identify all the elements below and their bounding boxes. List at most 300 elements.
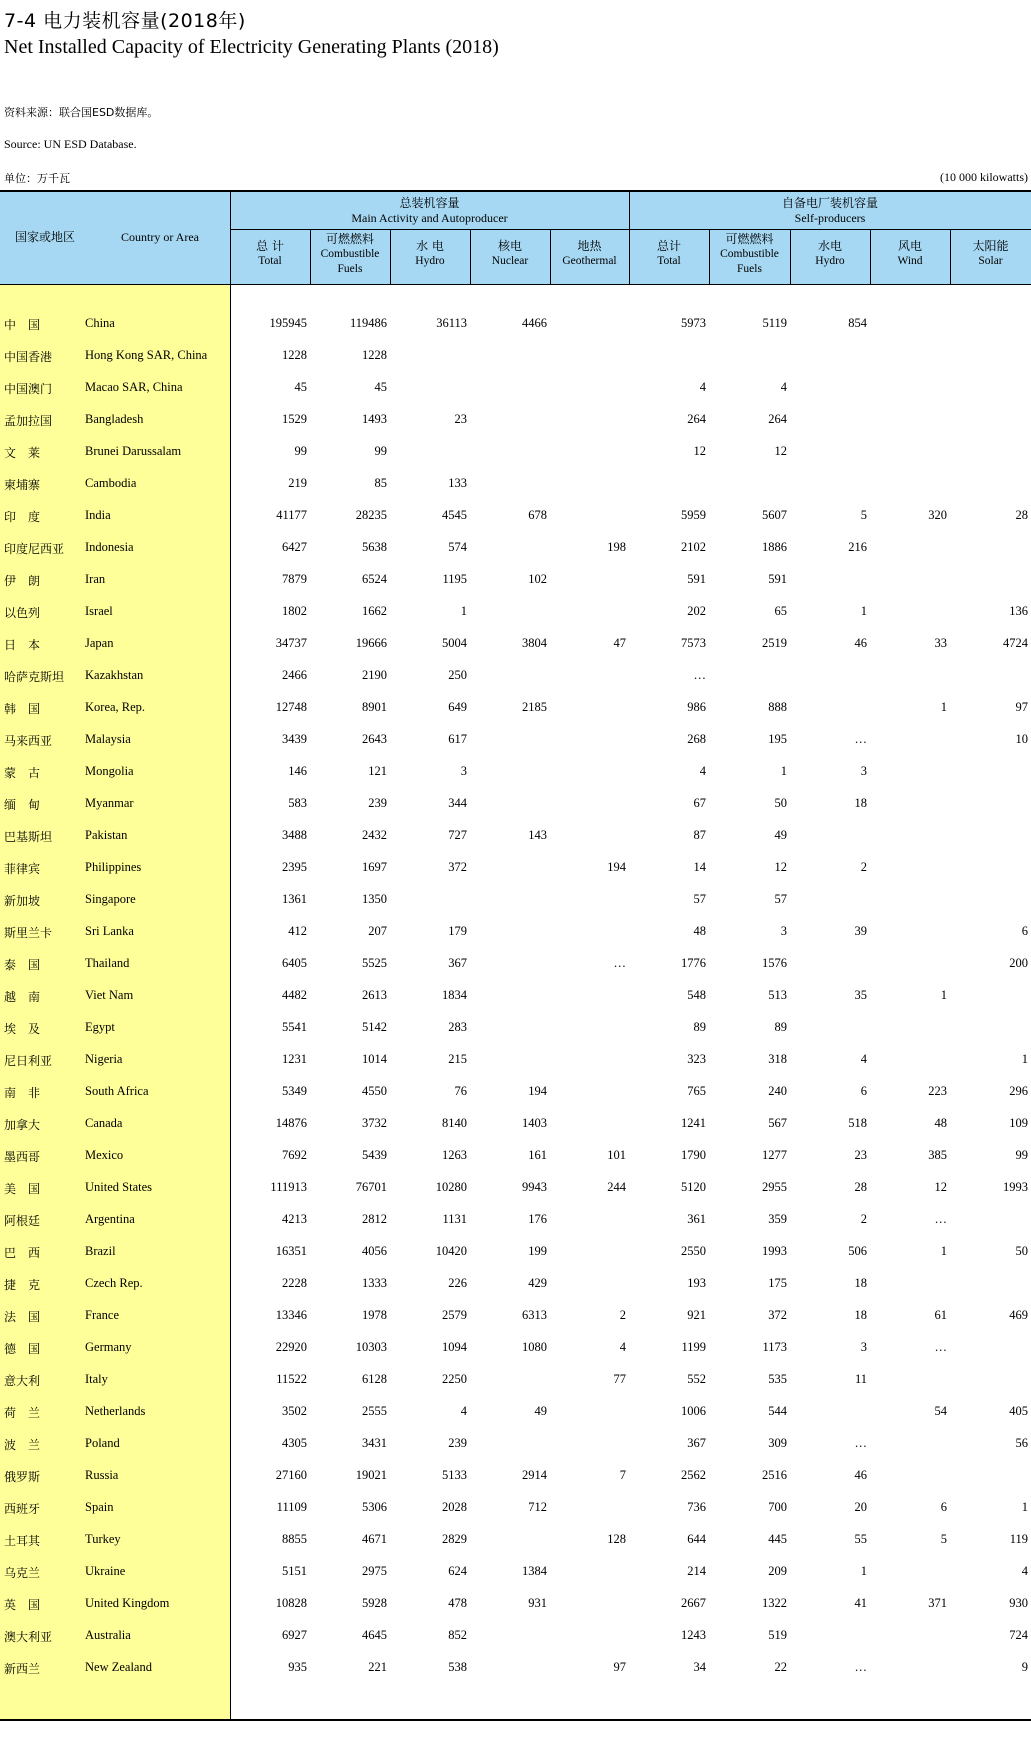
row-value: 4671 (362, 1532, 387, 1546)
row-value: 10828 (275, 1596, 307, 1610)
row-value: 39 (854, 924, 867, 938)
row-value: 161 (528, 1148, 547, 1162)
row-value: 45 (294, 380, 307, 394)
row-value: 921 (687, 1308, 706, 1322)
row-value: 429 (528, 1276, 547, 1290)
row-value: 5439 (362, 1148, 387, 1162)
row-value: 46 (854, 1468, 867, 1482)
row-value: 765 (687, 1084, 706, 1098)
row-value: 4213 (282, 1212, 307, 1226)
row-value: 56 (1015, 1436, 1028, 1450)
row-country-en: Germany (85, 1340, 132, 1354)
table-row (0, 380, 1031, 412)
row-country-cn: 埃 及 (4, 1022, 41, 1036)
row-value: 5349 (282, 1084, 307, 1098)
row-value: 76701 (355, 1180, 387, 1194)
row-country-cn: 中 国 (4, 318, 41, 332)
row-value: 33 (934, 636, 947, 650)
row-value: 143 (528, 828, 547, 842)
row-value: 1790 (681, 1148, 706, 1162)
table-row (0, 764, 1031, 796)
row-country-en: Philippines (85, 860, 142, 874)
row-country-en: Brazil (85, 1244, 116, 1258)
row-value: 48 (693, 924, 706, 938)
row-country-cn: 泰 国 (4, 958, 41, 972)
row-value: 1 (1021, 1052, 1028, 1066)
row-value: 1403 (522, 1116, 547, 1130)
table-row (0, 412, 1031, 444)
table-row (0, 636, 1031, 668)
row-country-cn: 哈萨克斯坦 (4, 670, 65, 684)
row-value: 359 (768, 1212, 787, 1226)
row-value: 216 (848, 540, 867, 554)
subheader-self-3: 风电 Wind (897, 239, 923, 267)
source-note-en: Source: UN ESD Database. (4, 137, 137, 151)
row-value: 207 (368, 924, 387, 938)
row-value: 854 (848, 316, 867, 330)
row-country-cn: 文 莱 (4, 446, 41, 460)
row-value: 700 (768, 1500, 787, 1514)
row-value: 264 (687, 412, 706, 426)
row-value: 146 (288, 764, 307, 778)
row-value: 97 (1015, 700, 1028, 714)
row-value: 8855 (282, 1532, 307, 1546)
row-value: 65 (774, 604, 787, 618)
row-value: 1006 (681, 1404, 706, 1418)
row-value: 2613 (362, 988, 387, 1002)
row-value: 89 (693, 1020, 706, 1034)
row-value: 223 (928, 1084, 947, 1098)
row-country-cn: 越 南 (4, 990, 41, 1004)
row-value: 1241 (681, 1116, 706, 1130)
row-country-cn: 韩 国 (4, 702, 41, 716)
row-country-cn: 日 本 (4, 638, 41, 652)
row-value: 221 (368, 1660, 387, 1674)
row-country-en: Malaysia (85, 732, 131, 746)
table-row (0, 924, 1031, 956)
row-value: 8140 (442, 1116, 467, 1130)
table-row (0, 1436, 1031, 1468)
row-value: 371 (928, 1596, 947, 1610)
row-value: 61 (934, 1308, 947, 1322)
table-row (0, 1372, 1031, 1404)
row-country-en: Singapore (85, 892, 136, 906)
row-country-en: Russia (85, 1468, 119, 1482)
row-country-en: Poland (85, 1436, 120, 1450)
row-country-en: Mexico (85, 1148, 124, 1162)
row-country-en: Egypt (85, 1020, 115, 1034)
row-value: 6 (940, 1500, 947, 1514)
table-row (0, 604, 1031, 636)
row-value: 10303 (355, 1340, 387, 1354)
table-row (0, 732, 1031, 764)
row-value: 23 (454, 412, 467, 426)
row-value: 268 (687, 732, 706, 746)
row-value: 99 (1015, 1148, 1028, 1162)
row-value: … (934, 1212, 947, 1226)
subheader-self-2: 水电 Hydro (815, 239, 845, 267)
table-row (0, 892, 1031, 924)
row-country-en: Pakistan (85, 828, 128, 842)
group-header-rule (230, 229, 1031, 230)
header-country-cn: 国家或地区 (14, 230, 75, 244)
row-value: 45 (374, 380, 387, 394)
row-country-en: Argentina (85, 1212, 135, 1226)
table-row (0, 1212, 1031, 1244)
row-value: 4305 (282, 1436, 307, 1450)
row-country-en: United States (85, 1180, 153, 1194)
row-value: 19666 (355, 636, 387, 650)
row-value: 567 (768, 1116, 787, 1130)
row-value: 5607 (762, 508, 787, 522)
row-value: 11522 (276, 1372, 307, 1386)
row-value: 5541 (282, 1020, 307, 1034)
row-country-cn: 加拿大 (4, 1118, 41, 1132)
row-value: 4 (699, 764, 706, 778)
header-group-self: 自备电厂装机容量 Self-producers (781, 196, 878, 225)
row-value: 583 (288, 796, 307, 810)
row-value: 111913 (270, 1180, 307, 1194)
row-value: 930 (1009, 1596, 1028, 1610)
row-value: 6427 (282, 540, 307, 554)
row-value: 5 (940, 1532, 947, 1546)
row-value: 385 (928, 1148, 947, 1162)
row-value: 1080 (522, 1340, 547, 1354)
row-value: 538 (448, 1660, 467, 1674)
row-value: 2555 (362, 1404, 387, 1418)
row-country-en: India (85, 508, 111, 522)
row-country-en: Brunei Darussalam (85, 444, 182, 458)
row-country-en: Canada (85, 1116, 123, 1130)
row-value: 506 (848, 1244, 867, 1258)
row-country-en: Myanmar (85, 796, 134, 810)
row-value: … (693, 668, 706, 682)
row-value: 4 (699, 380, 706, 394)
row-value: 3 (860, 764, 867, 778)
row-country-cn: 以色列 (4, 606, 41, 620)
row-value: 5973 (681, 316, 706, 330)
row-value: 3431 (362, 1436, 387, 1450)
row-value: 2028 (442, 1500, 467, 1514)
row-value: 2250 (442, 1372, 467, 1386)
row-value: 5 (860, 508, 867, 522)
row-value: 49 (774, 828, 787, 842)
row-value: 445 (768, 1532, 787, 1546)
row-value: 34737 (275, 636, 307, 650)
table-row (0, 1276, 1031, 1308)
row-value: 6405 (282, 956, 307, 970)
row-value: 5959 (681, 508, 706, 522)
row-value: 101 (607, 1148, 626, 1162)
row-value: 175 (768, 1276, 787, 1290)
unit-label-en: (10 000 kilowatts) (940, 170, 1028, 184)
row-value: 1993 (1003, 1180, 1028, 1194)
row-value: 119 (1009, 1532, 1028, 1546)
table-row (0, 828, 1031, 860)
row-value: 3488 (282, 828, 307, 842)
row-value: 19021 (355, 1468, 387, 1482)
row-country-cn: 阿根廷 (4, 1214, 41, 1228)
row-value: 6 (1021, 924, 1028, 938)
row-country-cn: 意大利 (4, 1374, 41, 1388)
row-country-cn: 菲律宾 (4, 862, 41, 876)
row-value: 4056 (362, 1244, 387, 1258)
row-value: 1384 (522, 1564, 547, 1578)
row-country-en: China (85, 316, 115, 330)
row-country-en: Australia (85, 1628, 131, 1642)
row-country-cn: 中国澳门 (4, 382, 53, 396)
row-value: 239 (448, 1436, 467, 1450)
row-value: 888 (768, 700, 787, 714)
row-country-cn: 荷 兰 (4, 1406, 41, 1420)
row-country-cn: 伊 朗 (4, 574, 41, 588)
row-country-en: Israel (85, 604, 113, 618)
row-value: 2432 (362, 828, 387, 842)
row-value: 76 (454, 1084, 467, 1098)
table-row (0, 1180, 1031, 1212)
row-country-en: Kazakhstan (85, 668, 144, 682)
header-group-main: 总装机容量 Main Activity and Autoproducer (351, 196, 508, 225)
row-value: 7879 (282, 572, 307, 586)
row-value: 1576 (762, 956, 787, 970)
row-value: 13346 (275, 1308, 307, 1322)
row-value: 250 (448, 668, 467, 682)
row-value: 1993 (762, 1244, 787, 1258)
source-note-cn: 资料来源：联合国ESD数据库。 (4, 106, 159, 119)
row-country-cn: 西班牙 (4, 1502, 41, 1516)
row-value: 6313 (522, 1308, 547, 1322)
row-country-en: Nigeria (85, 1052, 123, 1066)
row-value: 2190 (362, 668, 387, 682)
row-value: … (613, 956, 626, 970)
row-country-cn: 俄罗斯 (4, 1470, 41, 1484)
row-country-en: Bangladesh (85, 412, 144, 426)
row-country-cn: 巴 西 (4, 1246, 41, 1260)
row-country-cn: 新加坡 (4, 894, 41, 908)
row-value: 5120 (681, 1180, 706, 1194)
row-value: 367 (448, 956, 467, 970)
row-country-cn: 土耳其 (4, 1534, 41, 1548)
row-value: 318 (768, 1052, 787, 1066)
row-country-en: Thailand (85, 956, 130, 970)
row-value: 6927 (282, 1628, 307, 1642)
row-value: 5142 (362, 1020, 387, 1034)
row-country-cn: 巴基斯坦 (4, 830, 53, 844)
row-value: 41 (854, 1596, 867, 1610)
row-value: 18 (854, 1276, 867, 1290)
row-value: 136 (1009, 604, 1028, 618)
row-value: 1094 (442, 1340, 467, 1354)
row-value: 2667 (681, 1596, 706, 1610)
table-row (0, 540, 1031, 572)
row-value: 1014 (362, 1052, 387, 1066)
row-value: 935 (288, 1660, 307, 1674)
row-value: 41177 (276, 508, 307, 522)
table-row (0, 348, 1031, 380)
row-country-en: Mongolia (85, 764, 134, 778)
row-value: 12 (693, 444, 706, 458)
row-country-en: Viet Nam (85, 988, 134, 1002)
row-value: 323 (687, 1052, 706, 1066)
row-value: 195 (768, 732, 787, 746)
table-row (0, 1596, 1031, 1628)
row-value: 121 (368, 764, 387, 778)
row-value: 2829 (442, 1532, 467, 1546)
row-country-cn: 乌克兰 (4, 1566, 41, 1580)
table-row (0, 956, 1031, 988)
row-value: 4 (1021, 1564, 1028, 1578)
table-title-cn: 7-4 电力装机容量(2018年) (4, 10, 246, 32)
row-value: 372 (448, 860, 467, 874)
row-country-cn: 印度尼西亚 (4, 542, 65, 556)
row-value: 1 (460, 604, 467, 618)
row-value: 194 (607, 860, 626, 874)
row-value: 28 (854, 1180, 867, 1194)
row-value: 2975 (362, 1564, 387, 1578)
row-value: 320 (928, 508, 947, 522)
row-value: 102 (528, 572, 547, 586)
row-value: 552 (687, 1372, 706, 1386)
row-value: 1277 (762, 1148, 787, 1162)
table-row (0, 1660, 1031, 1692)
row-country-en: Macao SAR, China (85, 380, 183, 394)
table-row (0, 796, 1031, 828)
row-value: 283 (448, 1020, 467, 1034)
subheader-main-2: 水 电 Hydro (415, 239, 445, 267)
row-value: 4545 (442, 508, 467, 522)
row-country-cn: 缅 甸 (4, 798, 41, 812)
row-value: 1 (1021, 1500, 1028, 1514)
row-value: 3 (780, 924, 787, 938)
row-value: 34 (693, 1660, 706, 1674)
row-value: 128 (607, 1532, 626, 1546)
row-country-cn: 中国香港 (4, 350, 53, 364)
table-row (0, 1532, 1031, 1564)
row-value: 215 (448, 1052, 467, 1066)
row-country-en: Hong Kong SAR, China (85, 348, 208, 362)
row-value: 2643 (362, 732, 387, 746)
row-value: 2516 (762, 1468, 787, 1482)
row-value: 4645 (362, 1628, 387, 1642)
table-row (0, 1084, 1031, 1116)
row-value: … (854, 1660, 867, 1674)
row-value: … (934, 1340, 947, 1354)
row-value: 6128 (362, 1372, 387, 1386)
row-value: 412 (288, 924, 307, 938)
row-value: 931 (528, 1596, 547, 1610)
row-value: 1697 (362, 860, 387, 874)
row-country-cn: 墨西哥 (4, 1150, 41, 1164)
row-value: 12 (934, 1180, 947, 1194)
table-row (0, 1116, 1031, 1148)
row-value: 199 (528, 1244, 547, 1258)
row-value: 372 (768, 1308, 787, 1322)
row-value: 50 (774, 796, 787, 810)
row-value: 986 (687, 700, 706, 714)
row-value: 10280 (435, 1180, 467, 1194)
row-country-cn: 波 兰 (4, 1438, 41, 1452)
row-country-en: Sri Lanka (85, 924, 134, 938)
row-value: 57 (774, 892, 787, 906)
row-country-en: Spain (85, 1500, 114, 1514)
row-value: 193 (687, 1276, 706, 1290)
row-value: 1776 (681, 956, 706, 970)
row-value: 50 (1015, 1244, 1028, 1258)
row-value: 99 (294, 444, 307, 458)
row-value: 4 (460, 1404, 467, 1418)
row-value: 226 (448, 1276, 467, 1290)
row-value: 4 (860, 1052, 867, 1066)
row-value: 4 (619, 1340, 626, 1354)
row-value: 18 (854, 796, 867, 810)
row-value: 219 (288, 476, 307, 490)
row-value: 2914 (522, 1468, 547, 1482)
header-bottom-rule (0, 284, 1031, 285)
row-country-en: Ukraine (85, 1564, 126, 1578)
row-value: 574 (448, 540, 467, 554)
row-value: 736 (687, 1500, 706, 1514)
row-value: 5638 (362, 540, 387, 554)
row-value: 4466 (522, 316, 547, 330)
row-value: 644 (687, 1532, 706, 1546)
row-value: 12 (774, 444, 787, 458)
row-value: 46 (854, 636, 867, 650)
row-value: 1 (940, 988, 947, 1002)
row-value: 202 (687, 604, 706, 618)
row-value: 1 (860, 604, 867, 618)
row-value: 244 (607, 1180, 626, 1194)
row-value: 3804 (522, 636, 547, 650)
table-row (0, 1628, 1031, 1660)
row-value: 309 (768, 1436, 787, 1450)
subheader-self-1: 可燃燃料 Combustible Fuels (720, 232, 779, 275)
table-row (0, 1500, 1031, 1532)
row-value: 14 (693, 860, 706, 874)
row-value: 87 (693, 828, 706, 842)
row-value: 176 (528, 1212, 547, 1226)
row-country-cn: 英 国 (4, 1598, 41, 1612)
table-row (0, 1404, 1031, 1436)
row-value: 535 (768, 1372, 787, 1386)
row-value: 7692 (282, 1148, 307, 1162)
row-value: 3 (460, 764, 467, 778)
table-row (0, 316, 1031, 348)
table-body (0, 316, 1031, 1692)
row-country-cn: 印 度 (4, 510, 41, 524)
row-value: 12 (774, 860, 787, 874)
row-value: 14876 (275, 1116, 307, 1130)
row-value: 12748 (275, 700, 307, 714)
row-country-en: Japan (85, 636, 114, 650)
row-country-cn: 德 国 (4, 1342, 41, 1356)
table-row (0, 1148, 1031, 1180)
row-value: 198 (607, 540, 626, 554)
row-value: 1350 (362, 892, 387, 906)
table-row (0, 476, 1031, 508)
table-top-rule (0, 190, 1031, 192)
row-value: 1 (940, 1244, 947, 1258)
row-value: 344 (448, 796, 467, 810)
row-value: 239 (368, 796, 387, 810)
table-row (0, 508, 1031, 540)
row-value: … (854, 1436, 867, 1450)
row-value: 478 (448, 1596, 467, 1610)
row-value: 367 (687, 1436, 706, 1450)
table-row (0, 1052, 1031, 1084)
row-value: 4550 (362, 1084, 387, 1098)
row-value: 27160 (275, 1468, 307, 1482)
row-value: 513 (768, 988, 787, 1002)
